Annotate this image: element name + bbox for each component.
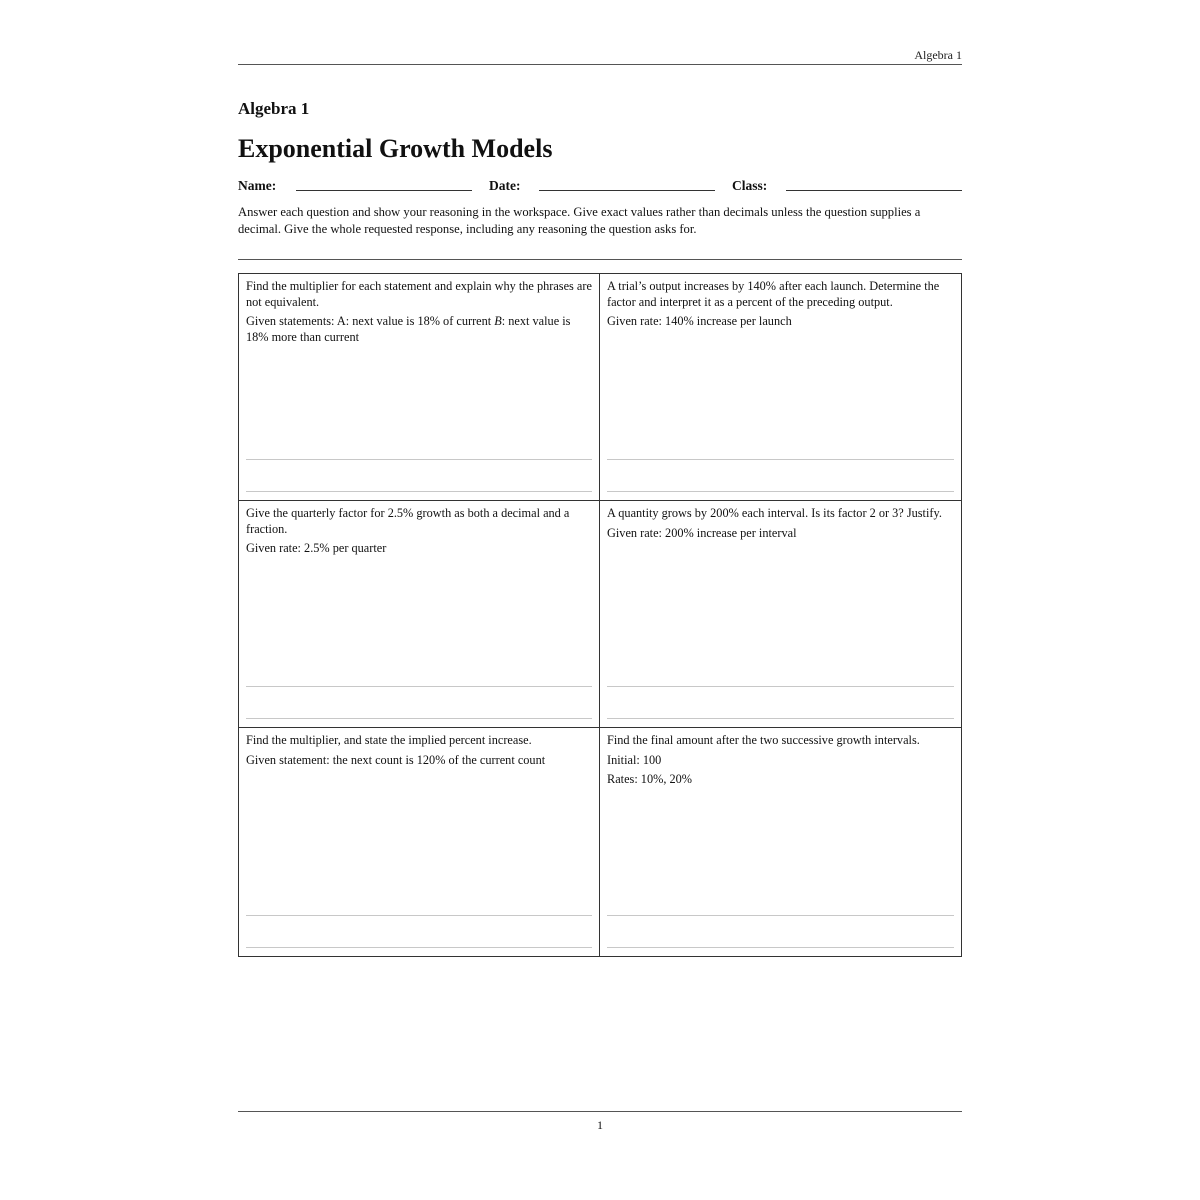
answer-line[interactable] bbox=[607, 718, 954, 719]
class-label: Class: bbox=[732, 178, 768, 193]
answer-line[interactable] bbox=[607, 491, 954, 492]
question-grid bbox=[238, 273, 962, 957]
question-given: Given statement: the next count is 120% of the current count bbox=[246, 752, 546, 767]
answer-line[interactable] bbox=[607, 459, 954, 460]
running-head: Algebra 1 bbox=[914, 48, 962, 62]
question-given: Initial: 100 bbox=[607, 752, 662, 767]
answer-line[interactable] bbox=[607, 915, 954, 916]
instructions: Answer each question and show your reasoning in the workspace. Give exact values rather than decimals unless the question supplies a decimal. Give the whole requested response, including any reasoning the question asks for. bbox=[238, 205, 921, 236]
answer-line[interactable] bbox=[607, 686, 954, 687]
question-given: Given statements: A: next value is 18% of current B: next value is 18% more than current bbox=[246, 314, 571, 344]
question-given: Given rate: 200% increase per interval bbox=[607, 525, 797, 540]
question-prompt: Find the final amount after the two successive growth intervals. bbox=[607, 733, 920, 747]
date-label: Date: bbox=[489, 178, 521, 193]
question-prompt: Find the multiplier for each statement and explain why the phrases are not equivalent. bbox=[246, 279, 592, 309]
question-cell-4 bbox=[600, 501, 961, 728]
section-divider bbox=[238, 259, 962, 260]
answer-line[interactable] bbox=[246, 718, 592, 719]
question-cell-6 bbox=[600, 728, 961, 956]
question-cell-1 bbox=[239, 274, 600, 501]
question-given: Given rate: 2.5% per quarter bbox=[246, 541, 387, 555]
question-given-rates: Rates: 10%, 20% bbox=[607, 772, 693, 786]
date-field[interactable] bbox=[539, 190, 715, 191]
header-rule bbox=[238, 64, 962, 65]
question-prompt: A quantity grows by 200% each interval. Is its factor 2 or 3? Justify. bbox=[607, 506, 942, 520]
student-info-fields bbox=[238, 178, 962, 194]
answer-line[interactable] bbox=[246, 491, 592, 492]
page-title: Exponential Growth Models bbox=[238, 134, 553, 163]
question-prompt: A trial’s output increases by 140% after each launch. Determine the factor and interpret it as a percent of the preceding output. bbox=[607, 279, 940, 309]
answer-line[interactable] bbox=[246, 459, 592, 460]
question-prompt: Give the quarterly factor for 2.5% growth as both a decimal and a fraction. bbox=[246, 506, 570, 536]
answer-line[interactable] bbox=[246, 686, 592, 687]
page-number: 1 bbox=[597, 1118, 603, 1132]
subject-heading: Algebra 1 bbox=[238, 99, 310, 118]
question-given: Given rate: 140% increase per launch bbox=[607, 314, 792, 328]
question-cell-5 bbox=[239, 728, 600, 956]
question-cell-3 bbox=[239, 501, 600, 728]
name-field[interactable] bbox=[296, 190, 472, 191]
question-cell-2 bbox=[600, 274, 961, 501]
answer-line[interactable] bbox=[246, 947, 592, 948]
answer-line[interactable] bbox=[607, 947, 954, 948]
question-prompt: Find the multiplier, and state the implied percent increase. bbox=[246, 733, 532, 747]
class-field[interactable] bbox=[786, 190, 962, 191]
answer-line[interactable] bbox=[246, 915, 592, 916]
name-label: Name: bbox=[238, 178, 277, 193]
footer-rule bbox=[238, 1111, 962, 1112]
